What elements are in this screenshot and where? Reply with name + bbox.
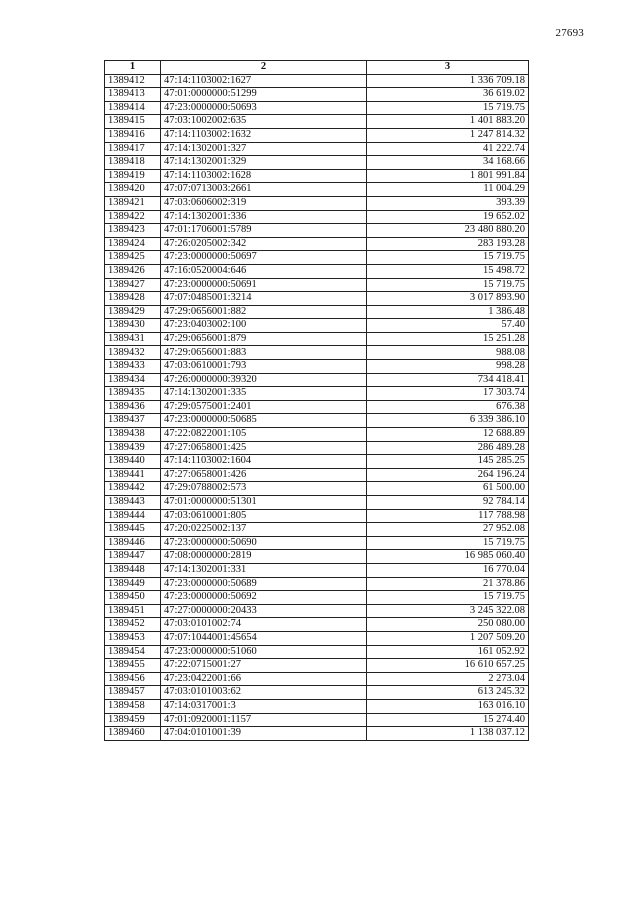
value-cell: 1 801 991.84 (367, 169, 529, 183)
cadastral-number-cell: 47:01:0000000:51299 (161, 88, 367, 102)
row-number-cell: 1389442 (105, 482, 161, 496)
row-number-cell: 1389429 (105, 305, 161, 319)
table-row (105, 292, 529, 306)
table-row (105, 686, 529, 700)
row-number-cell: 1389434 (105, 373, 161, 387)
table-row (105, 428, 529, 442)
table-row (105, 727, 529, 741)
value-cell: 36 619.02 (367, 88, 529, 102)
cadastral-number-cell: 47:23:0422001:66 (161, 672, 367, 686)
row-number-cell: 1389458 (105, 699, 161, 713)
cadastral-number-cell: 47:23:0000000:51060 (161, 645, 367, 659)
value-cell: 27 952.08 (367, 523, 529, 537)
cadastral-number-cell: 47:22:0715001:27 (161, 659, 367, 673)
table-row (105, 414, 529, 428)
value-cell: 734 418.41 (367, 373, 529, 387)
row-number-cell: 1389454 (105, 645, 161, 659)
cadastral-number-cell: 47:03:0606002:319 (161, 196, 367, 210)
cadastral-number-cell: 47:01:0000000:51301 (161, 496, 367, 510)
row-number-cell: 1389416 (105, 128, 161, 142)
value-cell: 16 985 060.40 (367, 550, 529, 564)
table-row (105, 210, 529, 224)
value-cell: 6 339 386.10 (367, 414, 529, 428)
cadastral-number-cell: 47:14:1103002:1628 (161, 169, 367, 183)
table-row (105, 373, 529, 387)
table-row (105, 196, 529, 210)
value-cell: 15 719.75 (367, 278, 529, 292)
cadastral-number-cell: 47:20:0225002:137 (161, 523, 367, 537)
value-cell: 21 378.86 (367, 577, 529, 591)
row-number-cell: 1389438 (105, 428, 161, 442)
cadastral-number-cell: 47:29:0788002:573 (161, 482, 367, 496)
table-header-row (105, 61, 529, 75)
table-row (105, 264, 529, 278)
table-row (105, 509, 529, 523)
cadastral-number-cell: 47:29:0575001:2401 (161, 400, 367, 414)
cadastral-number-cell: 47:03:0101003:62 (161, 686, 367, 700)
table-row (105, 468, 529, 482)
table-row (105, 224, 529, 238)
value-cell: 41 222.74 (367, 142, 529, 156)
value-cell: 15 251.28 (367, 332, 529, 346)
row-number-cell: 1389422 (105, 210, 161, 224)
value-cell: 998.28 (367, 360, 529, 374)
value-cell: 19 652.02 (367, 210, 529, 224)
row-number-cell: 1389446 (105, 536, 161, 550)
value-cell: 23 480 880.20 (367, 224, 529, 238)
cadastral-number-cell: 47:23:0000000:50685 (161, 414, 367, 428)
value-cell: 3 017 893.90 (367, 292, 529, 306)
table-row (105, 360, 529, 374)
column-header-1: 1 (105, 61, 161, 75)
table-row (105, 332, 529, 346)
table-row (105, 319, 529, 333)
table-row (105, 101, 529, 115)
value-cell: 15 274.40 (367, 713, 529, 727)
cadastral-number-cell: 47:14:1103002:1627 (161, 74, 367, 88)
row-number-cell: 1389452 (105, 618, 161, 632)
row-number-cell: 1389445 (105, 523, 161, 537)
cadastral-number-cell: 47:07:1044001:45654 (161, 631, 367, 645)
table-row (105, 523, 529, 537)
table-body (105, 74, 529, 740)
value-cell: 613 245.32 (367, 686, 529, 700)
row-number-cell: 1389423 (105, 224, 161, 238)
row-number-cell: 1389456 (105, 672, 161, 686)
cadastral-number-cell: 47:23:0000000:50692 (161, 591, 367, 605)
value-cell: 15 719.75 (367, 251, 529, 265)
value-cell: 988.08 (367, 346, 529, 360)
cadastral-number-cell: 47:27:0658001:425 (161, 441, 367, 455)
value-cell: 264 196.24 (367, 468, 529, 482)
table-row (105, 278, 529, 292)
row-number-cell: 1389413 (105, 88, 161, 102)
cadastral-number-cell: 47:23:0403002:100 (161, 319, 367, 333)
table-row (105, 577, 529, 591)
value-cell: 1 336 709.18 (367, 74, 529, 88)
row-number-cell: 1389432 (105, 346, 161, 360)
table-row (105, 183, 529, 197)
cadastral-number-cell: 47:23:0000000:50693 (161, 101, 367, 115)
table-row (105, 591, 529, 605)
row-number-cell: 1389437 (105, 414, 161, 428)
value-cell: 393.39 (367, 196, 529, 210)
row-number-cell: 1389430 (105, 319, 161, 333)
cadastral-number-cell: 47:29:0656001:883 (161, 346, 367, 360)
cadastral-number-cell: 47:23:0000000:50697 (161, 251, 367, 265)
table-row (105, 672, 529, 686)
value-cell: 34 168.66 (367, 156, 529, 170)
cadastral-number-cell: 47:14:1302001:336 (161, 210, 367, 224)
page-number: 27693 (555, 27, 584, 39)
table-row (105, 251, 529, 265)
value-cell: 15 719.75 (367, 591, 529, 605)
column-header-3: 3 (367, 61, 529, 75)
row-number-cell: 1389451 (105, 604, 161, 618)
row-number-cell: 1389436 (105, 400, 161, 414)
table-row (105, 400, 529, 414)
cadastral-number-cell: 47:14:1302001:335 (161, 387, 367, 401)
row-number-cell: 1389447 (105, 550, 161, 564)
row-number-cell: 1389439 (105, 441, 161, 455)
value-cell: 15 719.75 (367, 536, 529, 550)
value-cell: 283 193.28 (367, 237, 529, 251)
table-row (105, 88, 529, 102)
cadastral-number-cell: 47:29:0656001:879 (161, 332, 367, 346)
row-number-cell: 1389424 (105, 237, 161, 251)
row-number-cell: 1389415 (105, 115, 161, 129)
row-number-cell: 1389427 (105, 278, 161, 292)
value-cell: 250 080.00 (367, 618, 529, 632)
value-cell: 17 303.74 (367, 387, 529, 401)
row-number-cell: 1389440 (105, 455, 161, 469)
row-number-cell: 1389421 (105, 196, 161, 210)
value-cell: 15 498.72 (367, 264, 529, 278)
row-number-cell: 1389433 (105, 360, 161, 374)
registry-table (104, 60, 529, 741)
table-row (105, 441, 529, 455)
table-row (105, 305, 529, 319)
row-number-cell: 1389431 (105, 332, 161, 346)
cadastral-number-cell: 47:27:0000000:20433 (161, 604, 367, 618)
cadastral-number-cell: 47:22:0822001:105 (161, 428, 367, 442)
cadastral-number-cell: 47:08:0000000:2819 (161, 550, 367, 564)
cadastral-number-cell: 47:07:0713003:2661 (161, 183, 367, 197)
cadastral-number-cell: 47:01:0920001:1157 (161, 713, 367, 727)
value-cell: 117 788.98 (367, 509, 529, 523)
table-row (105, 699, 529, 713)
cadastral-number-cell: 47:23:0000000:50691 (161, 278, 367, 292)
table-row (105, 645, 529, 659)
table-row (105, 563, 529, 577)
table-row (105, 128, 529, 142)
cadastral-number-cell: 47:03:0610001:793 (161, 360, 367, 374)
row-number-cell: 1389412 (105, 74, 161, 88)
cadastral-number-cell: 47:01:1706001:5789 (161, 224, 367, 238)
cadastral-number-cell: 47:14:1103002:1632 (161, 128, 367, 142)
row-number-cell: 1389444 (105, 509, 161, 523)
value-cell: 1 207 509.20 (367, 631, 529, 645)
row-number-cell: 1389425 (105, 251, 161, 265)
value-cell: 145 285.25 (367, 455, 529, 469)
table-row (105, 115, 529, 129)
cadastral-number-cell: 47:23:0000000:50690 (161, 536, 367, 550)
value-cell: 1 247 814.32 (367, 128, 529, 142)
row-number-cell: 1389443 (105, 496, 161, 510)
table-row (105, 142, 529, 156)
cadastral-number-cell: 47:14:0317001:3 (161, 699, 367, 713)
value-cell: 286 489.28 (367, 441, 529, 455)
row-number-cell: 1389453 (105, 631, 161, 645)
table-row (105, 659, 529, 673)
row-number-cell: 1389448 (105, 563, 161, 577)
row-number-cell: 1389450 (105, 591, 161, 605)
table-row (105, 713, 529, 727)
cadastral-number-cell: 47:26:0205002:342 (161, 237, 367, 251)
table-row (105, 550, 529, 564)
row-number-cell: 1389459 (105, 713, 161, 727)
value-cell: 15 719.75 (367, 101, 529, 115)
cadastral-number-cell: 47:14:1302001:329 (161, 156, 367, 170)
table-row (105, 631, 529, 645)
row-number-cell: 1389414 (105, 101, 161, 115)
table-row (105, 169, 529, 183)
value-cell: 12 688.89 (367, 428, 529, 442)
table-row (105, 74, 529, 88)
table-row (105, 482, 529, 496)
value-cell: 1 386.48 (367, 305, 529, 319)
cadastral-number-cell: 47:29:0656001:882 (161, 305, 367, 319)
value-cell: 1 138 037.12 (367, 727, 529, 741)
value-cell: 57.40 (367, 319, 529, 333)
value-cell: 2 273.04 (367, 672, 529, 686)
table-row (105, 387, 529, 401)
value-cell: 16 770.04 (367, 563, 529, 577)
value-cell: 16 610 657.25 (367, 659, 529, 673)
column-header-2: 2 (161, 61, 367, 75)
value-cell: 161 052.92 (367, 645, 529, 659)
table-row (105, 156, 529, 170)
cadastral-number-cell: 47:14:1302001:327 (161, 142, 367, 156)
cadastral-number-cell: 47:27:0658001:426 (161, 468, 367, 482)
cadastral-number-cell: 47:14:1302001:331 (161, 563, 367, 577)
row-number-cell: 1389420 (105, 183, 161, 197)
value-cell: 163 016.10 (367, 699, 529, 713)
table-row (105, 618, 529, 632)
value-cell: 3 245 322.08 (367, 604, 529, 618)
row-number-cell: 1389419 (105, 169, 161, 183)
table-row (105, 346, 529, 360)
table-row (105, 604, 529, 618)
table-row (105, 455, 529, 469)
table-row (105, 496, 529, 510)
row-number-cell: 1389457 (105, 686, 161, 700)
cadastral-number-cell: 47:03:0610001:805 (161, 509, 367, 523)
row-number-cell: 1389428 (105, 292, 161, 306)
cadastral-number-cell: 47:14:1103002:1604 (161, 455, 367, 469)
row-number-cell: 1389460 (105, 727, 161, 741)
table-row (105, 536, 529, 550)
table-row (105, 237, 529, 251)
value-cell: 1 401 883.20 (367, 115, 529, 129)
row-number-cell: 1389435 (105, 387, 161, 401)
value-cell: 61 500.00 (367, 482, 529, 496)
cadastral-number-cell: 47:16:0520004:646 (161, 264, 367, 278)
value-cell: 92 784.14 (367, 496, 529, 510)
cadastral-number-cell: 47:04:0101001:39 (161, 727, 367, 741)
cadastral-number-cell: 47:07:0485001:3214 (161, 292, 367, 306)
cadastral-number-cell: 47:23:0000000:50689 (161, 577, 367, 591)
cadastral-number-cell: 47:03:0101002:74 (161, 618, 367, 632)
row-number-cell: 1389449 (105, 577, 161, 591)
row-number-cell: 1389417 (105, 142, 161, 156)
cadastral-number-cell: 47:03:1002002:635 (161, 115, 367, 129)
row-number-cell: 1389455 (105, 659, 161, 673)
row-number-cell: 1389418 (105, 156, 161, 170)
cadastral-number-cell: 47:26:0000000:39320 (161, 373, 367, 387)
row-number-cell: 1389441 (105, 468, 161, 482)
row-number-cell: 1389426 (105, 264, 161, 278)
value-cell: 676.38 (367, 400, 529, 414)
value-cell: 11 004.29 (367, 183, 529, 197)
